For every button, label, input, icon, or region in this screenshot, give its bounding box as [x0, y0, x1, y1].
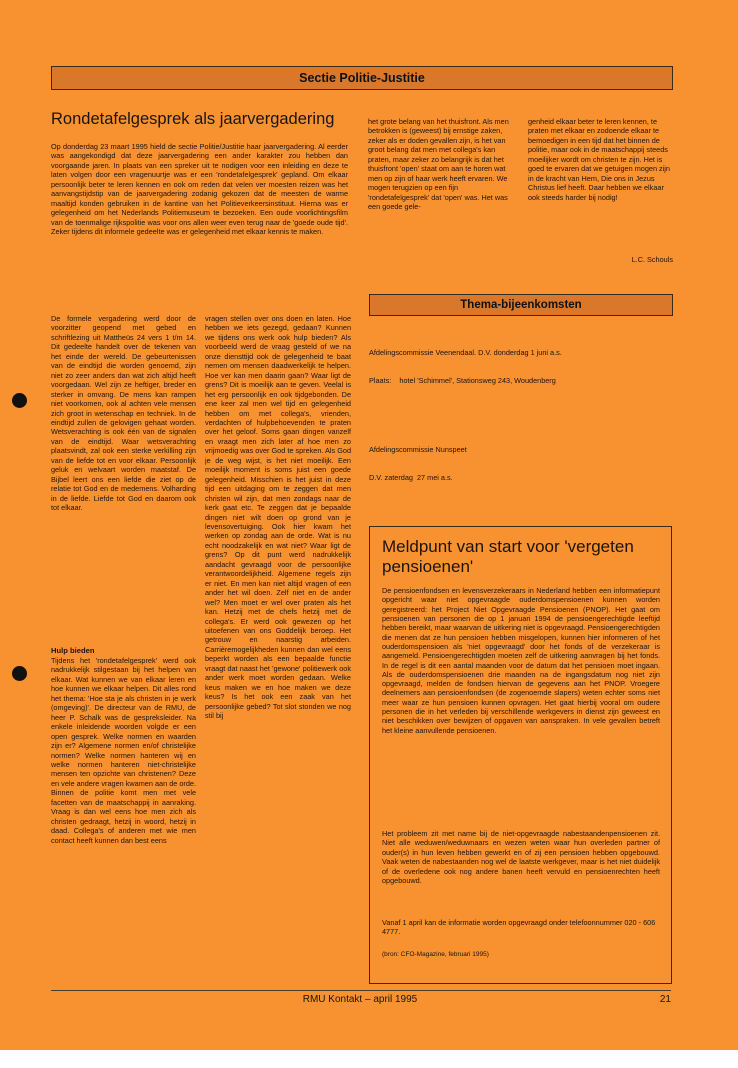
thema-block-veenendaal	[369, 329, 671, 401]
article-column-4: genheid elkaar beter te leren kennen, te praten met elkaar en zodoende elkaar te bemoedigen in een tijd dat het binnen de politie, maar ook in de maatschappij steeds moeilijker wordt om christen te zijn. Het is goed te ervaren dat we getuigen mogen zijn in de kracht van Hem, Die ons in Jezus Christus lief heeft. Daar hebben we elkaar ook steeds harder bij nodig!	[528, 117, 670, 202]
thema-line: Afdelingscommissie Nunspeet	[369, 444, 467, 454]
meldpunt-contact: Vanaf 1 april kan de informatie worden opgevraagd onder telefoonnummer 020 - 606 4777.	[382, 918, 656, 937]
thema-header: Thema-bijeenkomsten	[369, 294, 673, 316]
article-column-1-continued: Tijdens het 'rondetafelgesprek' werd ook nadrukkelijk stilgestaan bij het helpen van elkaar. Wat kunnen we van elkaar leren en hoe kunnen we elkaar helpen. Dit alles rond het thema: 'Hoe sta je als christen in je werk (omgeving)'. De directeur van de RMU, de heer P. Schalk was de gespreksleider. Na enkele inleidende woorden volgde er een open gesprek. Welke normen en waarden zijn er? Algemene normen en/of christelijke normen? Welke normen hanteren wij en welke normen hanteren niet-christelijke mensen ten opzichte van christenen? Deze en vele andere vragen kwamen aan de orde. Binnen de politie komt men met vele facetten van de maatschappij in aanraking. Vraag is dan wel eens hoe men zich als christen gedraagt, hetzij in woord, hetzij in daad. Collega's of anderen met wie men contact heeft kunnen dan best eens	[51, 656, 196, 845]
thema-line: Plaats: hotel 'Schimmel', Stationsweg 243, Woudenberg	[369, 376, 556, 386]
meldpunt-source: (bron: CFO-Magazine, februari 1995)	[382, 951, 489, 958]
article-column-2: vragen stellen over ons doen en laten. Hoe hebben we iets gezegd, gedaan? Kunnen we tijdens ons werk ook hulp bieden? Als voorbeeld werd de vraag gesteld of we na onze diensttijd ook de gelegenheid te baat nemen om mensen daadwerkelijk te helpen. Hoe ver kan men daarin gaan? Waar ligt de grens? Dit is moeilijk aan te geven. Veelal is het erg persoonlijk en ook tijdgebonden. De ene keer zal men wel tijd en gelegenheid hebben om met collega's, vrienden, verdachten of hulpbehoevenden te praten over het geloof. Soms gaan dingen vanzelf en vraagt men zich later af hoe men zo vrijmoedig was over God te spreken. Als God je de weg wijst, is het niet moeilijk. Een moeilijk moment is soms juist een goede gelegenheid. Misschien is het juist in deze tijd een uitdaging om te zeggen dat men christen wil zijn, dat men zondags naar de kerk gaat etc. Te zeggen dat je bepaalde dingen niet wilt doen op grond van je levensovertuiging. Ook hier kwam het werken op zondag aan de orde. Wat is nu echt noodzakelijk en wat niet? Waar ligt de grens? Op dit punt werd nadrukkelijk aandacht gevraagd voor de persoonlijke verantwoordelijkheid. Algemene regels zijn er niet. En men kan niet altijd vragen of een ander het wil doen. Zelf niet en de ander wel? Men moet er wel over praten als het kan. Hetzij met de chefs hetzij met de collega's. Er werd ook gewezen op het uitoefenen van ons Goddelijk beroep. Het getrouw en naarstig arbeiden. Carrièremogelijkheden kunnen dan wel eens beperkt worden als een bepaalde functie vraagt dat naast het 'gewone' politiewerk ook ander werk moet worden gedaan. Welke keus maken we en hoe maken we deze keus? Is het ook een zaak van het persoonlijke gebed? Tot slot stonden we nog stil bij	[205, 314, 351, 721]
footer-publication: RMU Kontakt – april 1995	[302, 994, 418, 1005]
thema-block-nunspeet	[369, 426, 671, 498]
article-intro: Op donderdag 23 maart 1995 hield de sectie Politie/Justitie haar jaarvergadering. Al eerder was aangekondigd dat deze jaarvergadering een ander karakter zou hebben dan voorgaande jaren. In plaats van een spreker uit te nodigen voor een inleiding en deze te laten volgen door een vragenuurtje was er een 'rondetafelgesprek' gepland. Om elkaar persoonlijk beter te leren kennen en ook om reden dat velen ver moesten reizen was het aanvangstijdstip van de jaarvergadering zodanig gekozen dat de meesten de warme maaltijd konden gebruiken in de kantine van het Politieverkeersinstituut. Hierna was er gelegenheid om het Nederlands Politiemuseum te bezoeken. Een oude voorlichtingsfilm van de toenmalige rijkspolitie was voor ons allen weer even terug naar de 'goede oude tijd'. Zeker tijdens dit informele gedeelte was er gelegenheid met elkaar kennis te maken.	[51, 142, 348, 237]
meldpunt-paragraph-2: Het probleem zit met name bij de niet-opgevraagde nabestaandenpensioenen zit. Niet alle weduwen/weduwnaars en wezen weten waar hun overleden partner of ouder(s) in hun leven hebben gewerkt en of zij een pensioen hebben opgebouwd. Vaak weten de nabestaanden nog wel de laatste werkgever, maar is het niet duidelijk of de overledene ook nog andere banen heeft vervuld en pensioenrechten heeft opgebouwd.	[382, 829, 660, 886]
author: L.C. Schouls	[631, 255, 673, 264]
article-column-1: De formele vergadering werd door de voorzitter geopend met gebed en schriftlezing uit Mattheüs 24 vers 1 t/m 14. Dit gedeelte handelt over de tekenen van het einde der wereld. De gebeurtenissen van de eindtijd die worden genoemd, zijn niet zo zeer anders dan wat zich altijd heeft voorgedaan. Wel zijn ze heftiger, breder en sterker in omvang. De mens kan rampen niet voorkomen, ook al achten vele mensen zich groot in wetenschap en techniek. In de eindtijd zullen de gelovigen gehaat worden. Wetsverachting is ook één van de signalen van de eindtijd. Waar wetsverachting plaatsvindt, zal ook een sterke verkilling zijn van de liefde tot en voor elkaar. Persoonlijk geluk en welvaart worden maatstaf. De Bijbel leert ons een liefde die ziet op de relatie tot God en de medemens. Volharding in de liefde. Liefde tot God en daarom ook tot elkaar.	[51, 314, 196, 513]
scan-margin	[0, 1050, 738, 1068]
article-title: Rondetafelgesprek als jaarvergadering	[51, 110, 335, 128]
meldpunt-title: Meldpunt van start voor 'vergeten pensioenen'	[382, 537, 634, 576]
footer-divider	[51, 990, 671, 991]
subheading: Hulp bieden	[51, 646, 95, 655]
section-header: Sectie Politie-Justitie	[51, 66, 673, 90]
punch-hole	[12, 666, 27, 681]
meldpunt-paragraph-1: De pensioenfondsen en levensverzekeraars in Nederland hebben een informatiepunt opgericht waar niet opgevraagde ouderdomspensioenen kunnen worden geregistreerd: het Project Niet Opgevraagde Pensioenen (PNOP). Het gaat om pensioenen van personen die op 1 januari 1994 de pensioengerechtigde leeftijd hebben bereikt, maar waarvan de uitkering niet is opgevraagd. Pensioengerechtigden die menen dat ze hun pensioen hebben misgelopen, kunnen hier informeren of het ouderdomspensioen als 'niet opgevraagd' door het fonds of de verzekeraar is aangemeld. Pensioengerechtigden moeten zelf de uitkering aanvragen bij het fonds. In de regel is dit een aantal maanden voor de datum dat het pensioen moet ingaan. Als de ouderdomspensioenen drie maanden na de ingangsdatum nog niet zijn opgevraagd, melden de fondsen hiervan de gegevens aan het PNOP. Vroegere deelnemers aan pensioenfondsen (de zogenoemde slapers) weten echter soms niet meer waar ze hun pensioen kunnen opvragen. Het gaat hierbij vooral om oudere personen die in het verleden bij verschillende werkgevers in dienst zijn geweest en niet beschikken over bewijzen of opgaven van aanspraken. In vele gevallen betreft het kleine aanvullende pensioenen.	[382, 586, 660, 735]
page-number: 21	[659, 994, 671, 1005]
thema-line: Afdelingscommissie Veenendaal. D.V. donderdag 1 juni a.s.	[369, 347, 562, 357]
thema-line: D.V. zaterdag 27 mei a.s.	[369, 473, 453, 483]
article-column-3: het grote belang van het thuisfront. Als men betrokken is (geweest) bij ernstige zaken, zeker als er doden gevallen zijn, is het van groot belang dat men met collega's kan praten, maar zeker zo belangrijk is dat het thuisfront 'open' staat om aan te horen wat men op zijn of haar werk heeft ervaren. We mogen terugzien op een fijn 'rondetafelgesprek' dat 'open' was. Het was een goede gele-	[368, 117, 509, 212]
punch-hole	[12, 393, 27, 408]
